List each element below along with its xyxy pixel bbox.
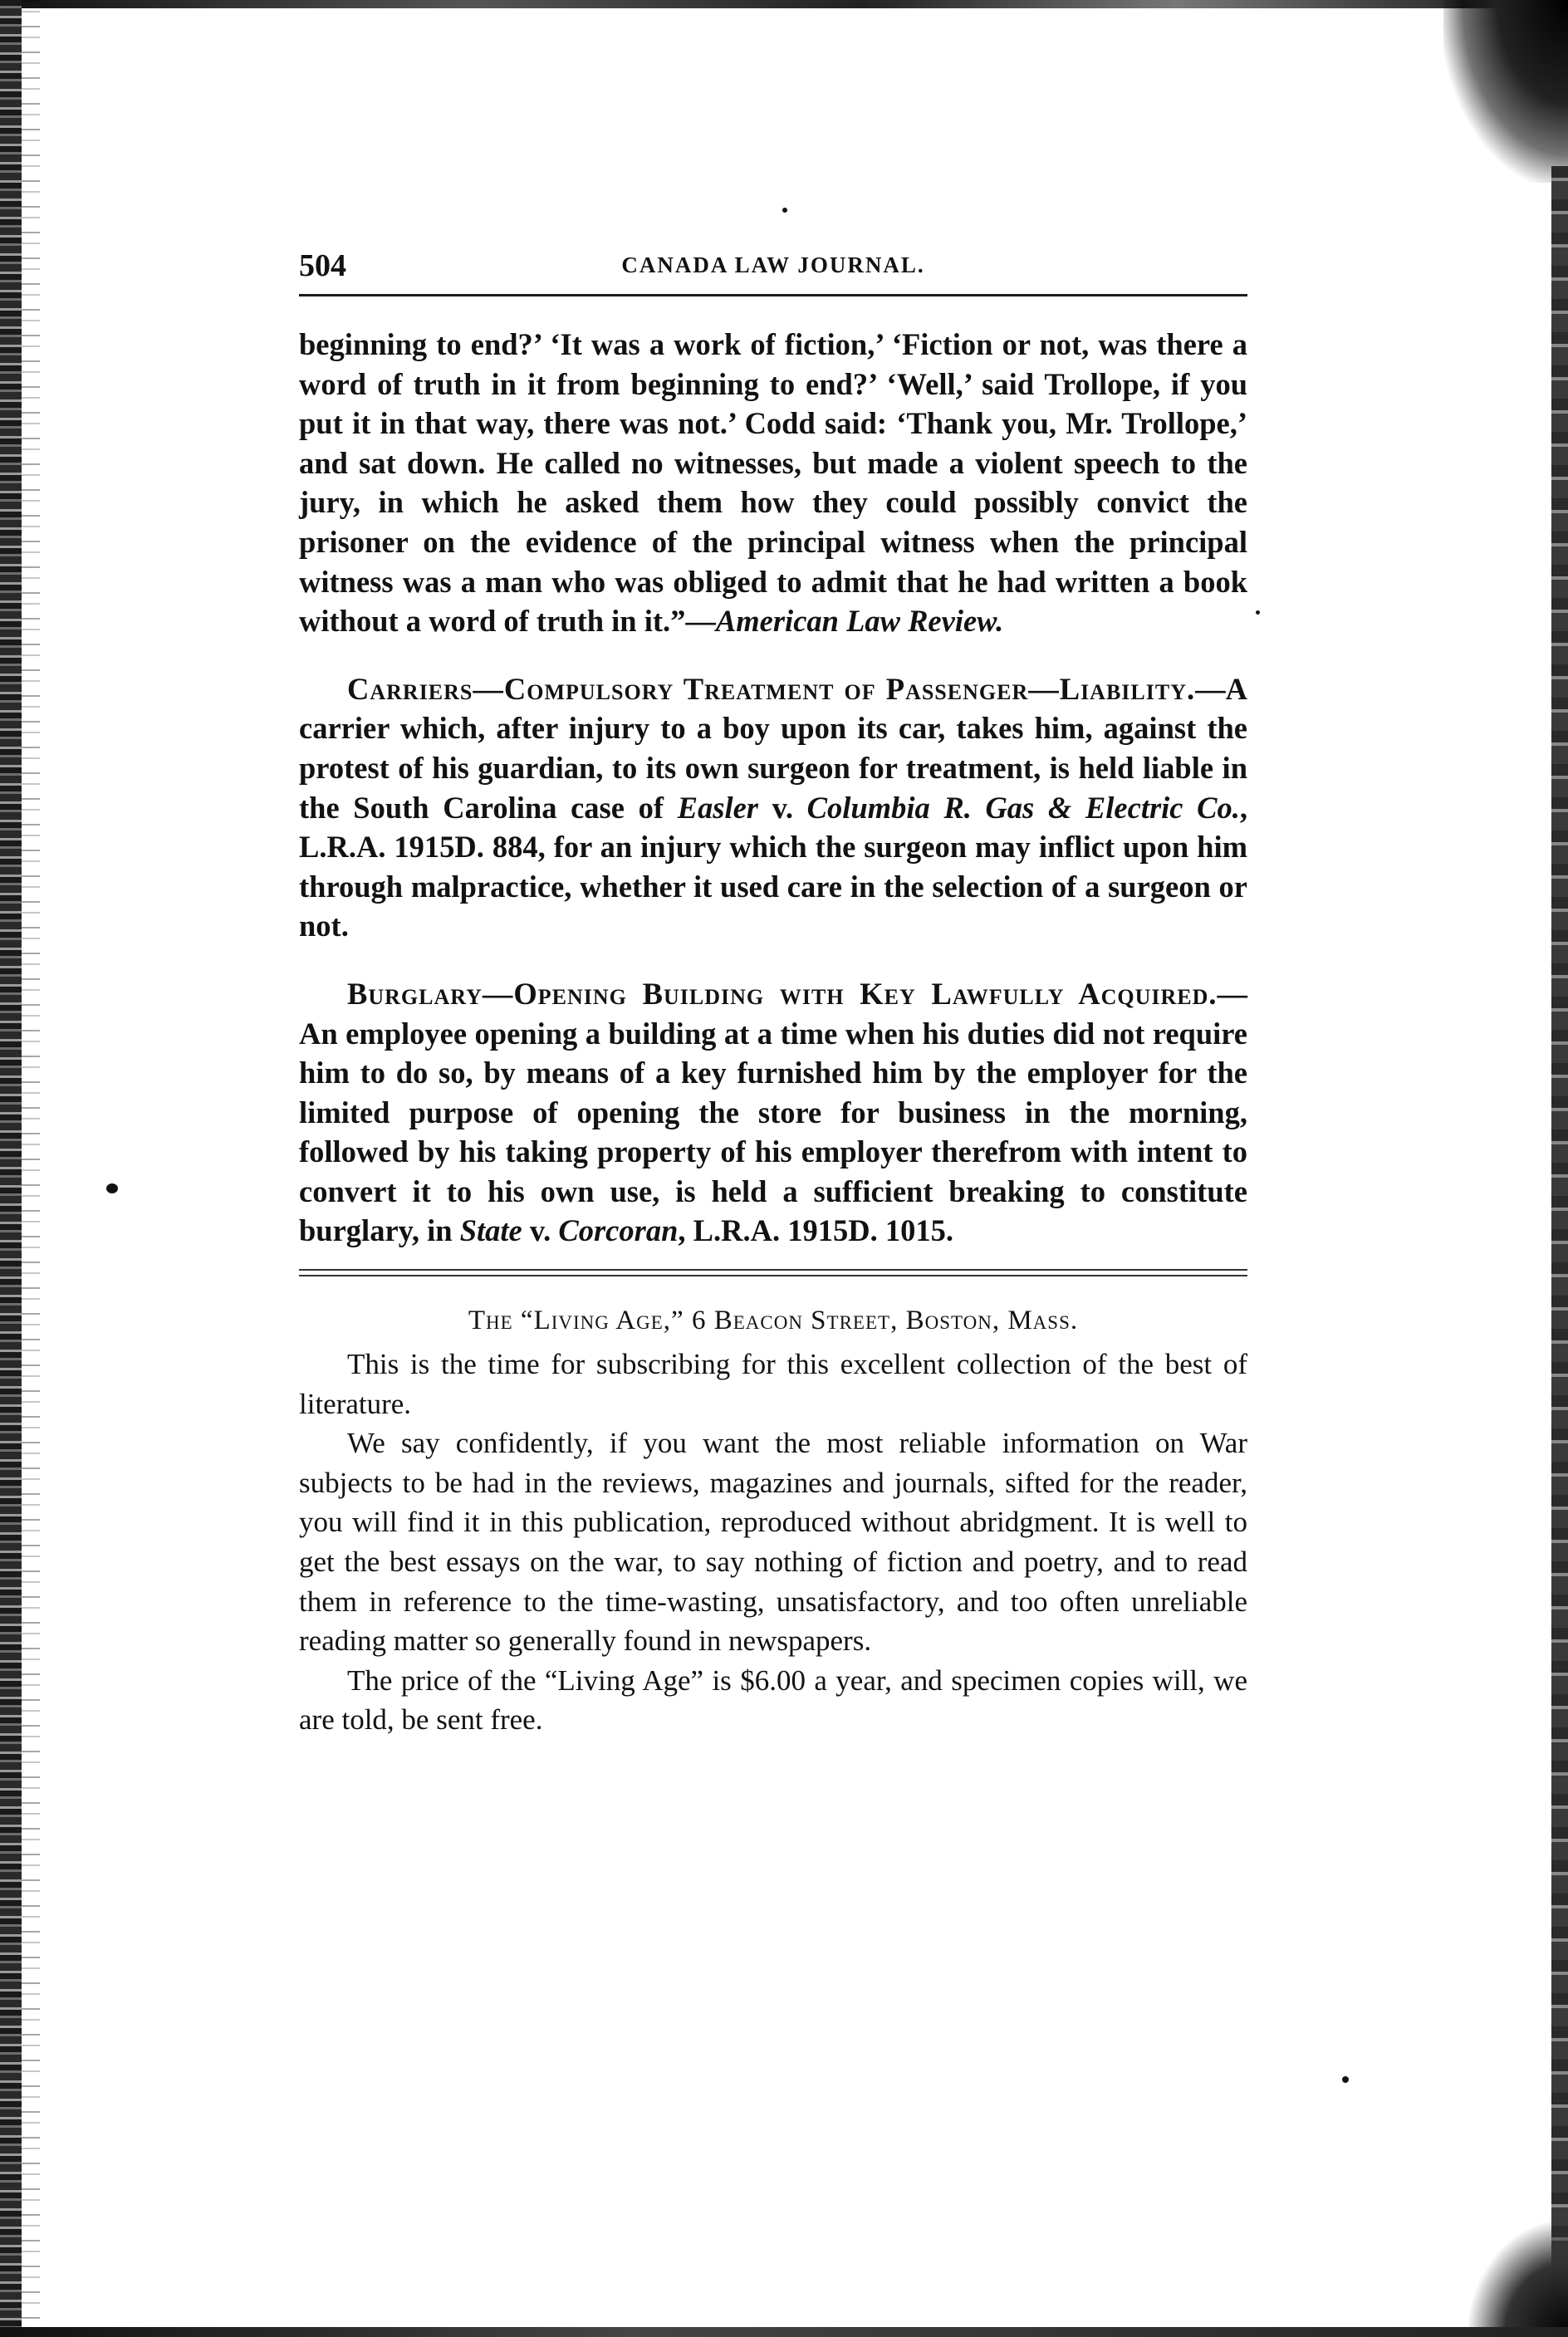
advertisement-paragraph: We say confidently, if you want the most reliable information on War subjects to be had in the reviews, magazines and journals, sifted for the reader, you will find it in this publication, reproduced without abridgment. It is well to get the best essays on the war, to say nothing of fiction and poetry, and to read them in reference to the time-wasting, unsatisfactory, and too often unreliable reading matter so generally found in newspapers. [299, 1427, 1247, 1658]
scan-binding-speckle [22, 0, 40, 2337]
scan-corner-bottom [1468, 2221, 1568, 2337]
scan-speck [782, 208, 787, 213]
scan-bottom-edge [0, 2327, 1568, 2337]
section-divider [299, 1269, 1247, 1281]
header-rule [299, 294, 1247, 296]
scan-corner-tear [1443, 0, 1568, 183]
divider-line [299, 1269, 1247, 1275]
section-heading: Burglary—Opening Building with Key Lawfully Acquired. [347, 976, 1218, 1011]
article-body [299, 325, 1247, 1251]
section-carriers [299, 669, 1247, 946]
case-name: State [459, 1213, 522, 1248]
section-heading: Carriers—Compulsory Treatment of Passenger—Liability. [347, 671, 1196, 706]
scan-speck [1256, 610, 1260, 615]
journal-title: CANADA LAW JOURNAL. [621, 252, 925, 277]
case-name: Easler [677, 790, 758, 825]
section-text-end: , L.R.A. 1915D. 1015. [678, 1213, 953, 1248]
scan-binding-edge [0, 0, 22, 2337]
continuation-paragraph [299, 325, 1247, 641]
case-versus: v. [758, 790, 807, 825]
continuation-text: beginning to end?’ ‘It was a work of fiction,’ ‘Fiction or not, was there a word of truth in it from beginning to end?’ ‘Well,’ said Trollope, if you put it in that way, there was not.’ Codd said: ‘Thank you, Mr. Trollope,’ and sat down. He called no witnesses, but made a violent speech to the jury, in which he asked them how they could possibly convict the prisoner on the evidence of the principal witness when the principal witness was a man who was obliged to admit that he had written a book without a word of truth in it.”— [299, 327, 1247, 639]
scan-speck [106, 1183, 118, 1193]
advertisement-paragraph: The price of the “Living Age” is $6.00 a year, and specimen copies will, we are told, be sent free. [299, 1663, 1247, 1737]
case-party: Columbia R. Gas & Electric Co. [806, 790, 1240, 825]
section-text: —An employee opening a building at a time when his duties did not require him to do so, by means of a key furnished him by the employer for the limited purpose of opening the store for business in the morning, followed by his taking property of his employer therefrom with intent to convert it to his own use, is held a sufficient breaking to constitute burglary, in [299, 976, 1247, 1248]
scan-speck [1342, 2076, 1349, 2083]
case-party: Corcoran [558, 1213, 679, 1248]
advertisement-heading: The “Living Age,” 6 Beacon Street, Boston, Mass. [468, 1306, 1079, 1336]
advertisement-paragraph: This is the time for subscribing for this excellent collection of the best of literature. [299, 1348, 1247, 1420]
source-citation: American Law Review. [715, 604, 1004, 639]
scan-right-edge [1551, 166, 1568, 2337]
running-head [299, 243, 1247, 289]
case-versus: v. [522, 1213, 559, 1248]
section-burglary [299, 974, 1247, 1251]
section-text: —A carrier which, after injury to a boy upon its car, takes him, against the protest of his guardian, to its own surgeon for treatment, is held liable in the South Carolina case of [299, 671, 1247, 825]
page-number: 504 [299, 248, 346, 283]
divider-line [299, 1275, 1247, 1281]
advertisement-body [299, 1345, 1247, 1740]
scan-top-edge [0, 0, 1568, 8]
section-text-end: , L.R.A. 1915D. 884, for an injury which the surgeon may inflict upon him through malpractice, whether it used care in the selection of a surgeon or not. [299, 790, 1247, 943]
page [299, 243, 1247, 1740]
